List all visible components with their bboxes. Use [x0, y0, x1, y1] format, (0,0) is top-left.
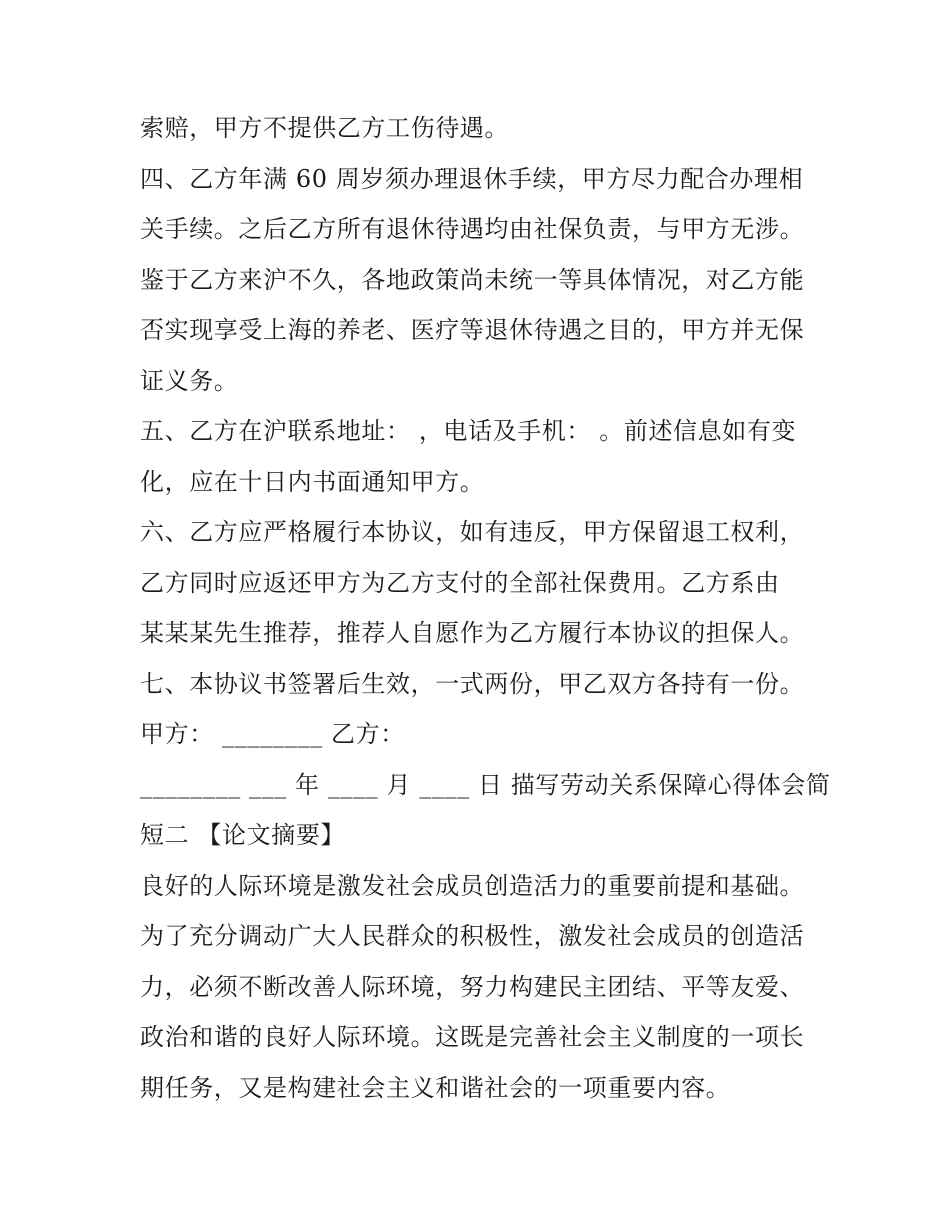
paragraph-line: 鉴于乙方来沪不久，各地政策尚未统一等具体情况，对乙方能 — [140, 266, 805, 294]
paragraph-line: 关手续。之后乙方所有退休待遇均由社保负责，与甲方无涉。 — [140, 215, 805, 243]
paragraph-line: 否实现享受上海的养老、医疗等退休待遇之目的，甲方并无保 — [140, 316, 805, 344]
paragraph-line: 化，应在十日内书面通知甲方。 — [140, 468, 485, 496]
section-heading: 短二 【论文摘要】 — [140, 821, 346, 849]
paragraph-line: 乙方同时应返还甲方为乙方支付的全部社保费用。乙方系由 — [140, 569, 780, 597]
paragraph-line: 力，必须不断改善人际环境，努力构建民主团结、平等友爱、 — [140, 973, 805, 1001]
paragraph-line: 七、本协议书签署后生效，一式两份，甲乙双方各持有一份。 — [140, 670, 805, 698]
paragraph-line: 四、乙方年满 60 周岁须办理退休手续，甲方尽力配合办理相 — [140, 165, 804, 193]
date-line: ________ ___ 年 ____ 月 ____ 日 描写劳动关系保障心得体会简 — [140, 771, 831, 799]
paragraph-line: 六、乙方应严格履行本协议，如有违反，甲方保留退工权利， — [140, 518, 805, 546]
paragraph-line: 某某某先生推荐，推荐人自愿作为乙方履行本协议的担保人。 — [140, 619, 805, 647]
paragraph-line: 为了充分调动广大人民群众的积极性，激发社会成员的创造活 — [140, 922, 805, 950]
signature-line: 甲方： ________ 乙方： — [140, 720, 405, 748]
paragraph-line: 索赔，甲方不提供乙方工伤待遇。 — [140, 114, 509, 142]
paragraph-line: 良好的人际环境是激发社会成员创造活力的重要前提和基础。 — [140, 872, 805, 900]
paragraph-line: 政治和谐的良好人际环境。这既是完善社会主义制度的一项长 — [140, 1023, 805, 1051]
paragraph-line: 五、乙方在沪联系地址： ，电话及手机： 。前述信息如有变 — [140, 417, 797, 445]
paragraph-line: 期任务，又是构建社会主义和谐社会的一项重要内容。 — [140, 1074, 731, 1102]
paragraph-line: 证义务。 — [140, 367, 239, 395]
